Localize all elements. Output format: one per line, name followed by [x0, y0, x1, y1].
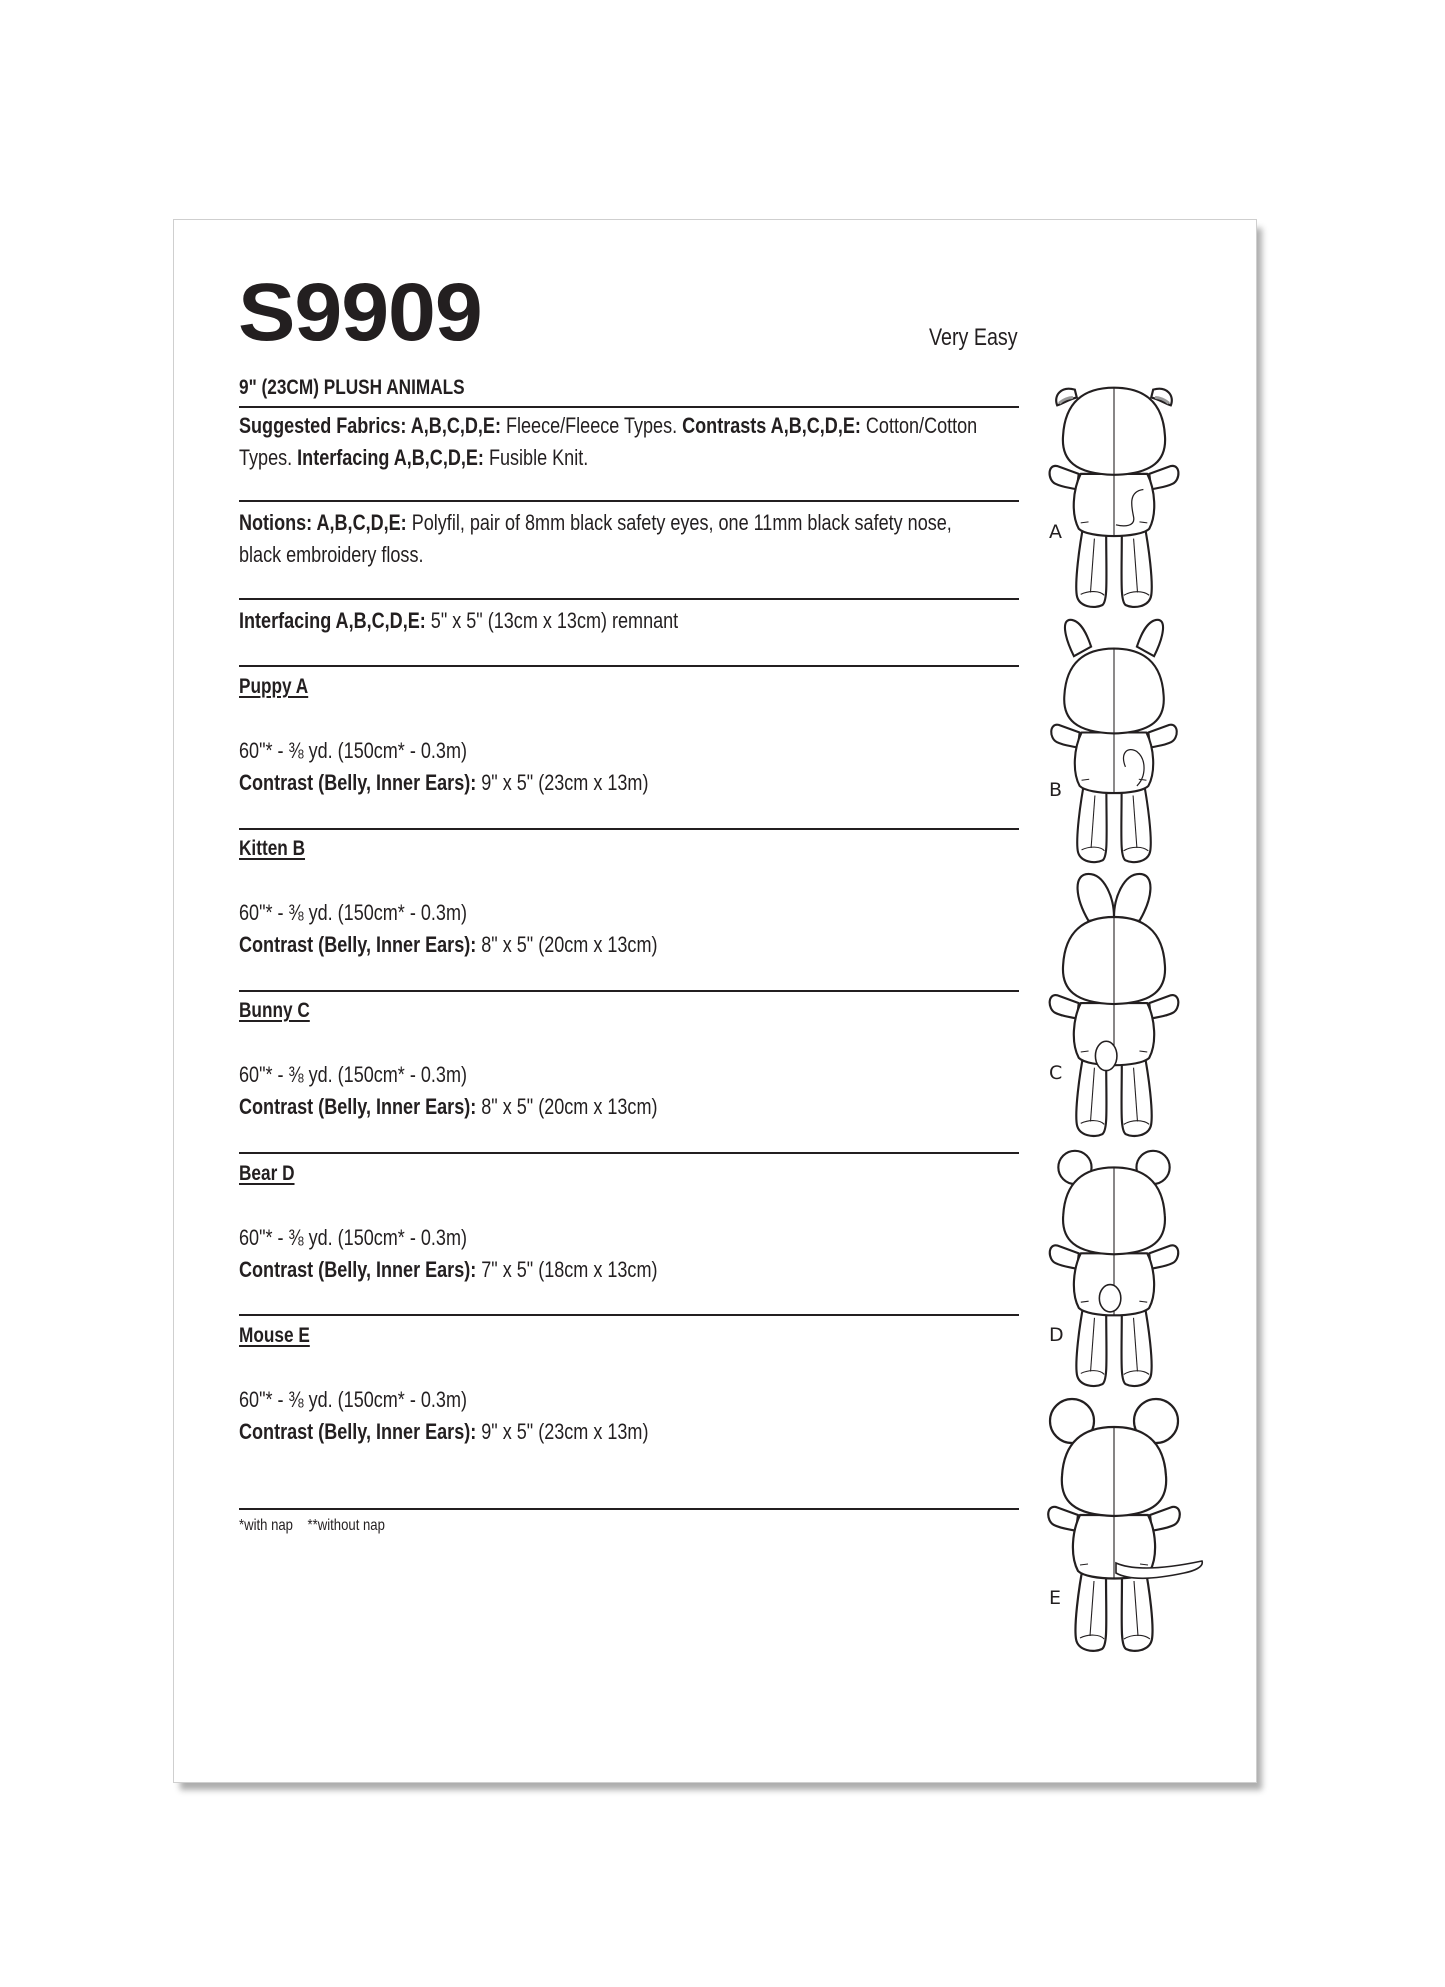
illustration-bunny-c: [1044, 872, 1184, 1142]
view-section-b: Kitten B 60"* - ⅜ yd. (150cm* - 0.3m) Contrast (Belly, Inner Ears): 8" x 5" (20cm x 13cm): [239, 832, 1189, 961]
illustration-mouse-e: [1044, 1390, 1214, 1660]
divider: [239, 1152, 1019, 1154]
view-letter-c: C: [1049, 1062, 1063, 1084]
illustration-puppy-a: [1044, 372, 1184, 612]
pattern-envelope-back: [173, 219, 1257, 1783]
view-letter-b: B: [1049, 779, 1063, 801]
view-section-d: Bear D 60"* - ⅜ yd. (150cm* - 0.3m) Contrast (Belly, Inner Ears): 7" x 5" (18cm x 13cm): [239, 1157, 1189, 1286]
view-letter-a: A: [1049, 521, 1062, 543]
view-heading: Bear D: [239, 1162, 295, 1185]
view-section-e: Mouse E 60"* - ⅜ yd. (150cm* - 0.3m) Contrast (Belly, Inner Ears): 9" x 5" (23cm x 13m): [239, 1319, 1189, 1448]
divider: [239, 828, 1019, 830]
view-heading: Mouse E: [239, 1324, 310, 1347]
view-section-c: Bunny C 60"* - ⅜ yd. (150cm* - 0.3m) Contrast (Belly, Inner Ears): 8" x 5" (20cm x 13cm): [239, 994, 1189, 1123]
divider: [239, 406, 1019, 408]
mouse-back-view-icon: [1044, 1390, 1214, 1660]
view-heading: Bunny C: [239, 999, 310, 1022]
divider: [239, 1314, 1019, 1316]
difficulty-label: Very Easy: [929, 324, 1018, 351]
view-letter-e: E: [1049, 1587, 1062, 1609]
bunny-back-view-icon: [1044, 872, 1184, 1142]
view-heading: Kitten B: [239, 837, 306, 860]
illustration-kitten-b: [1044, 618, 1184, 868]
notions: Notions: A,B,C,D,E: Polyfil, pair of 8mm black safety eyes, one 11mm black safety nose, black embroidery floss.: [239, 510, 952, 567]
illustration-bear-d: [1044, 1142, 1184, 1392]
bear-back-view-icon: [1044, 1142, 1184, 1392]
pattern-number: S9909: [238, 267, 482, 358]
divider: [239, 598, 1019, 600]
footnote: *with nap **without nap: [239, 1517, 385, 1534]
divider: [239, 665, 1019, 667]
divider: [239, 1508, 1019, 1510]
pattern-title: 9" (23CM) PLUSH ANIMALS: [239, 376, 465, 399]
view-section-a: Puppy A 60"* - ⅜ yd. (150cm* - 0.3m) Contrast (Belly, Inner Ears): 9" x 5" (23cm x 13m): [239, 670, 1189, 799]
view-letter-d: D: [1049, 1324, 1064, 1346]
divider: [239, 990, 1019, 992]
puppy-back-view-icon: [1044, 372, 1184, 612]
suggested-fabrics: Suggested Fabrics: A,B,C,D,E: Fleece/Fleece Types. Contrasts A,B,C,D,E: Cotton/Cotton Types. Interfacing A,B,C,D,E: Fusible Knit.: [239, 413, 978, 470]
kitten-back-view-icon: [1044, 618, 1184, 868]
view-heading: Puppy A: [239, 675, 309, 698]
interfacing: Interfacing A,B,C,D,E: 5" x 5" (13cm x 13cm) remnant: [239, 608, 679, 633]
divider: [239, 500, 1019, 502]
